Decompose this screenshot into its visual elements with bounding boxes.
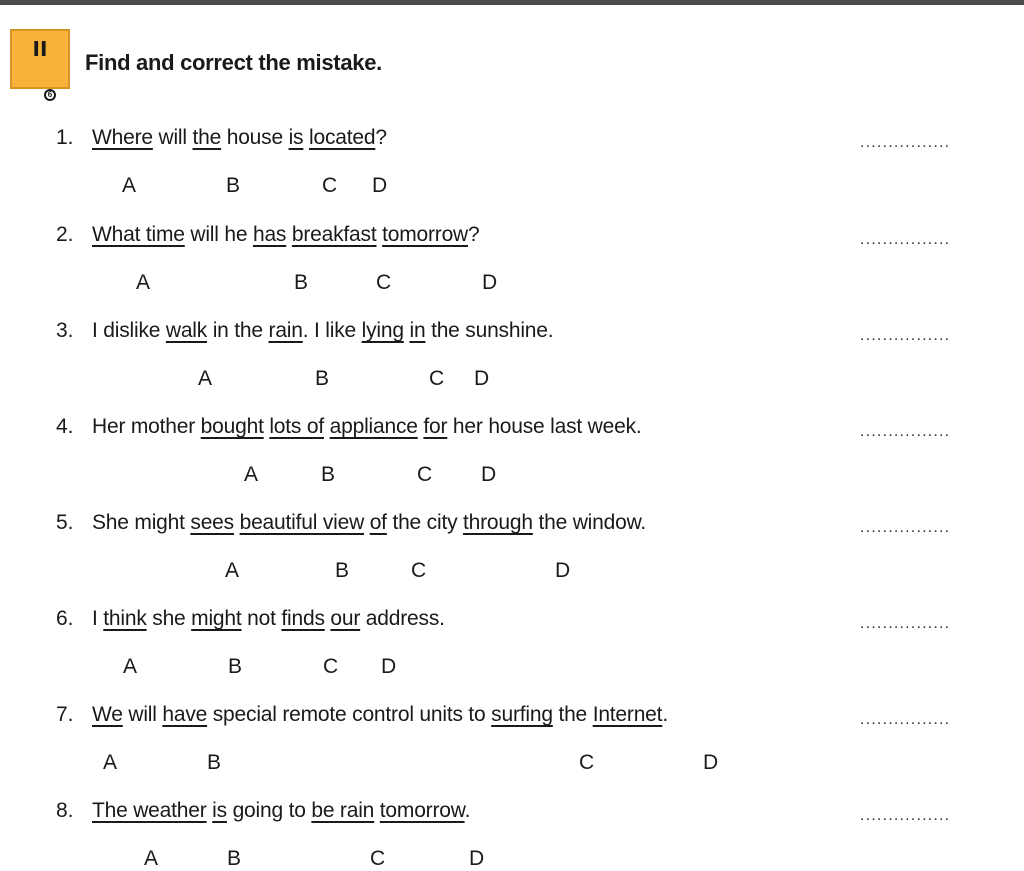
underlined-segment: Internet (592, 703, 663, 726)
sentence-segment: will (152, 126, 193, 149)
question-sentence (92, 511, 646, 535)
option-label-d: D (372, 174, 388, 197)
question-number: 1. (56, 126, 74, 149)
exercise-heading: Find and correct the mistake. (85, 50, 382, 75)
answer-blank[interactable]: ................ (860, 615, 951, 632)
underlined-segment: be rain (311, 799, 375, 822)
sentence-segment: special remote control units to (207, 703, 492, 726)
option-label-a: A (244, 463, 259, 486)
question-number: 6. (56, 607, 74, 630)
underlined-segment: might (191, 607, 242, 630)
underlined-segment: breakfast (291, 223, 377, 246)
option-label-a: A (225, 559, 240, 582)
underlined-segment: finds (281, 607, 325, 630)
question-sentence (92, 703, 668, 727)
underlined-segment: bought (200, 415, 264, 438)
underlined-segment: of (369, 511, 387, 534)
underlined-segment: sees (190, 511, 234, 534)
question-sentence (92, 126, 387, 150)
underlined-segment: walk (165, 319, 208, 342)
answer-blank[interactable]: ................ (860, 423, 951, 440)
underlined-segment: lying (361, 319, 404, 342)
sentence-segment: the sunshine. (425, 319, 554, 342)
option-label-a: A (198, 367, 213, 390)
question-number: 2. (56, 223, 74, 246)
question-number: 3. (56, 319, 74, 342)
sentence-segment: . I like (302, 319, 362, 342)
option-label-d: D (381, 655, 397, 678)
answer-blank[interactable]: ................ (860, 711, 951, 728)
option-label-b: B (227, 847, 242, 870)
underlined-segment: surfing (491, 703, 553, 726)
underlined-segment: located (309, 126, 376, 149)
question-number: 7. (56, 703, 74, 726)
option-label-c: C (411, 559, 427, 582)
sentence-segment: the (552, 703, 593, 726)
option-label-b: B (335, 559, 350, 582)
sentence-segment: address. (360, 607, 445, 630)
question-sentence (92, 319, 553, 343)
option-label-c: C (323, 655, 339, 678)
underlined-segment: think (103, 607, 147, 630)
underlined-segment: lots of (269, 415, 324, 438)
underlined-segment: What time (92, 223, 185, 246)
underlined-segment: has (252, 223, 287, 246)
sentence-segment: her house last week. (447, 415, 642, 438)
sentence-segment: the city (386, 511, 464, 534)
sentence-segment: the window. (532, 511, 647, 534)
option-label-b: B (321, 463, 336, 486)
answer-blank[interactable]: ................ (860, 807, 951, 824)
sentence-segment: will he (184, 223, 253, 246)
sentence-segment: . (662, 703, 668, 726)
sentence-segment: going to (226, 799, 312, 822)
option-label-c: C (322, 174, 338, 197)
option-label-d: D (474, 367, 490, 390)
sentence-segment: Her mother (92, 415, 201, 438)
sentence-segment: in the (207, 319, 269, 342)
underlined-segment: in (409, 319, 426, 342)
option-label-c: C (417, 463, 433, 486)
option-label-c: C (579, 751, 595, 774)
underlined-segment: We (92, 703, 123, 726)
option-label-a: A (103, 751, 118, 774)
option-label-a: A (123, 655, 138, 678)
question-sentence (92, 799, 470, 823)
option-label-a: A (136, 271, 151, 294)
option-label-b: B (228, 655, 243, 678)
option-label-c: C (370, 847, 386, 870)
underlined-segment: tomorrow (382, 223, 469, 246)
option-label-d: D (469, 847, 485, 870)
underlined-segment: through (463, 511, 533, 534)
option-label-b: B (315, 367, 330, 390)
underlined-segment: The weather (92, 799, 207, 822)
underlined-segment: is (212, 799, 227, 822)
option-label-b: B (294, 271, 309, 294)
question-sentence (92, 415, 642, 439)
option-label-d: D (555, 559, 571, 582)
answer-blank[interactable]: ................ (860, 519, 951, 536)
question-sentence (92, 223, 480, 247)
underlined-segment: beautiful view (239, 511, 365, 534)
option-label-b: B (207, 751, 222, 774)
underlined-segment: appliance (329, 415, 418, 438)
answer-blank[interactable]: ................ (860, 231, 951, 248)
underlined-segment: for (423, 415, 448, 438)
option-label-b: B (226, 174, 241, 197)
section-badge-mark: 6 (44, 89, 56, 101)
underlined-segment: Where (92, 126, 153, 149)
sentence-segment: ? (468, 223, 480, 246)
sentence-segment: ? (375, 126, 387, 149)
sentence-segment: she (146, 607, 192, 630)
underlined-segment: is (288, 126, 304, 149)
sentence-segment: I (92, 607, 104, 630)
sentence-segment: house (221, 126, 289, 149)
option-label-d: D (482, 271, 498, 294)
option-label-a: A (122, 174, 137, 197)
sentence-segment: . (464, 799, 471, 822)
question-sentence (92, 607, 445, 631)
question-number: 5. (56, 511, 74, 534)
sentence-segment: will (122, 703, 163, 726)
option-label-d: D (703, 751, 719, 774)
underlined-segment: rain (268, 319, 303, 342)
sentence-segment: not (241, 607, 282, 630)
option-label-a: A (144, 847, 159, 870)
option-label-d: D (481, 463, 497, 486)
underlined-segment: tomorrow (379, 799, 465, 822)
option-label-c: C (429, 367, 445, 390)
sentence-segment: I dislike (92, 319, 166, 342)
question-number: 8. (56, 799, 74, 822)
question-number: 4. (56, 415, 74, 438)
underlined-segment: have (162, 703, 208, 726)
option-label-c: C (376, 271, 392, 294)
sentence-segment: She might (92, 511, 191, 534)
answer-blank[interactable]: ................ (860, 327, 951, 344)
section-badge: II (10, 29, 70, 89)
underlined-segment: the (192, 126, 222, 149)
answer-blank[interactable]: ................ (860, 134, 951, 151)
underlined-segment: our (330, 607, 361, 630)
